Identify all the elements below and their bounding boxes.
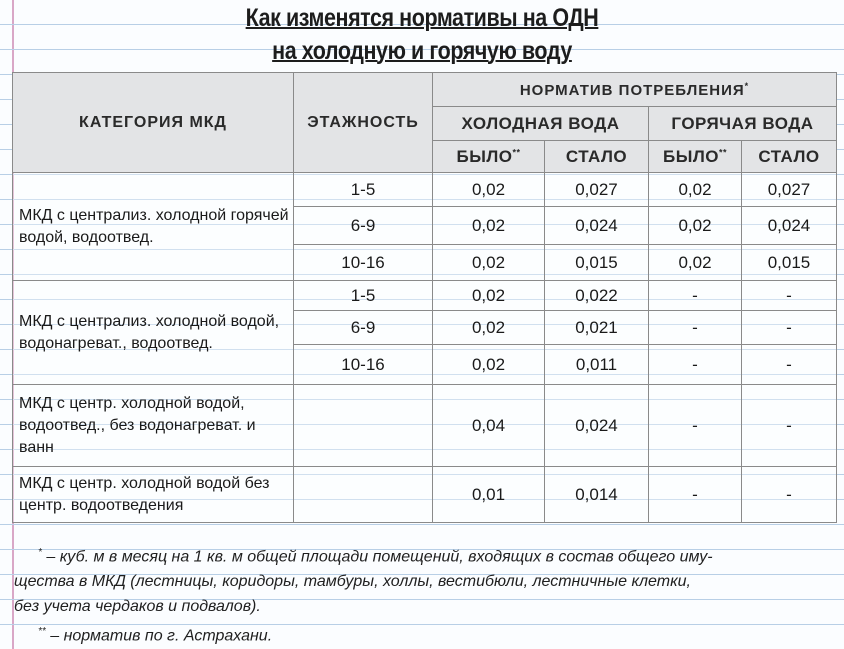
floors-cell — [294, 385, 433, 467]
cold-was-cell: 0,04 — [433, 385, 545, 467]
hot-now-cell: - — [742, 281, 837, 311]
cold-was-cell: 0,02 — [433, 281, 545, 311]
header-cold-became: СТАЛО — [545, 141, 649, 173]
hot-now-cell: - — [742, 467, 837, 523]
cold-now-cell: 0,021 — [545, 311, 649, 345]
footnote-1-mark: * — [38, 547, 42, 558]
hot-now-cell: - — [742, 385, 837, 467]
header-cold-was-mark: ** — [512, 146, 521, 157]
cold-now-cell: 0,014 — [545, 467, 649, 523]
hot-was-cell: - — [649, 311, 742, 345]
title-line-1: Как изменятся нормативы на ОДН — [245, 4, 599, 32]
header-category: КАТЕГОРИЯ МКД — [13, 73, 294, 173]
header-hot-water: ГОРЯЧАЯ ВОДА — [649, 107, 837, 141]
hot-was-cell: - — [649, 385, 742, 467]
footnote-2-mark: ** — [38, 626, 46, 638]
header-hot-was-mark: ** — [719, 146, 728, 157]
header-floors: ЭТАЖНОСТЬ — [294, 73, 433, 173]
hot-was-cell: 0,02 — [649, 245, 742, 281]
cold-was-cell: 0,02 — [433, 245, 545, 281]
cold-was-cell: 0,02 — [433, 207, 545, 245]
cold-was-cell: 0,01 — [433, 467, 545, 523]
category-cell: МКД с централиз. холодной горячей водой, водоотвед. — [13, 173, 294, 281]
cold-now-cell: 0,027 — [545, 173, 649, 207]
floors-cell: 1-5 — [294, 173, 433, 207]
hot-was-cell: 0,02 — [649, 173, 742, 207]
floors-cell: 6-9 — [294, 207, 433, 245]
floors-cell: 6-9 — [294, 311, 433, 345]
table-row — [13, 467, 837, 523]
cold-now-cell: 0,011 — [545, 345, 649, 385]
header-hot-was-label: БЫЛО — [662, 146, 719, 166]
table-row — [13, 173, 837, 207]
cold-now-cell: 0,015 — [545, 245, 649, 281]
header-norm-mark: * — [744, 80, 750, 91]
hot-now-cell: 0,027 — [742, 173, 837, 207]
cold-now-cell: 0,024 — [545, 385, 649, 467]
cold-was-cell: 0,02 — [433, 173, 545, 207]
hot-now-cell: 0,015 — [742, 245, 837, 281]
hot-now-cell: - — [742, 345, 837, 385]
hot-was-cell: - — [649, 281, 742, 311]
table-row — [13, 281, 837, 311]
footnote-1-line-3: без учета чердаков и подвалов). — [14, 598, 261, 616]
footnote-1-line-1 — [14, 540, 840, 569]
hot-now-cell: - — [742, 311, 837, 345]
cold-now-cell: 0,022 — [545, 281, 649, 311]
cold-was-cell: 0,02 — [433, 345, 545, 385]
document-title — [59, 2, 785, 68]
header-cold-was-label: БЫЛО — [456, 146, 513, 166]
hot-was-cell: - — [649, 345, 742, 385]
category-cell: МКД с централиз. холодной водой, водонагреват., водоотвед. — [13, 281, 294, 385]
floors-cell: 1-5 — [294, 281, 433, 311]
header-hot-became: СТАЛО — [742, 141, 837, 173]
title-line-2: на холодную и горячую воду — [272, 37, 572, 65]
hot-was-cell: - — [649, 467, 742, 523]
footnotes — [14, 540, 840, 649]
footnote-2-text: – норматив по г. Астрахани. — [45, 627, 273, 645]
floors-cell: 10-16 — [294, 245, 433, 281]
norms-table — [12, 72, 837, 523]
header-norm-label: НОРМАТИВ ПОТРЕБЛЕНИЯ — [519, 81, 745, 99]
category-cell: МКД с центр. холодной водой, водоотвед., без водонагреват. и ванн — [13, 385, 294, 467]
footnote-1-text: – куб. м в месяц на 1 кв. м общей площади помещений, входящих в состав общего иму- — [41, 548, 713, 566]
hot-now-cell: 0,024 — [742, 207, 837, 245]
header-norm — [433, 73, 837, 107]
category-cell: МКД с центр. холодной водой без центр. водоотведения — [13, 467, 294, 523]
footnote-2 — [14, 619, 840, 648]
header-cold-water: ХОЛОДНАЯ ВОДА — [433, 107, 649, 141]
hot-was-cell: 0,02 — [649, 207, 742, 245]
cold-now-cell: 0,024 — [545, 207, 649, 245]
floors-cell — [294, 467, 433, 523]
header-hot-was — [649, 141, 742, 173]
table-row — [13, 385, 837, 467]
footnote-1-line-2: щества в МКД (лестницы, коридоры, тамбуры, холлы, вестибюли, лестничные клетки, — [14, 573, 691, 591]
floors-cell: 10-16 — [294, 345, 433, 385]
cold-was-cell: 0,02 — [433, 311, 545, 345]
header-cold-was — [433, 141, 545, 173]
